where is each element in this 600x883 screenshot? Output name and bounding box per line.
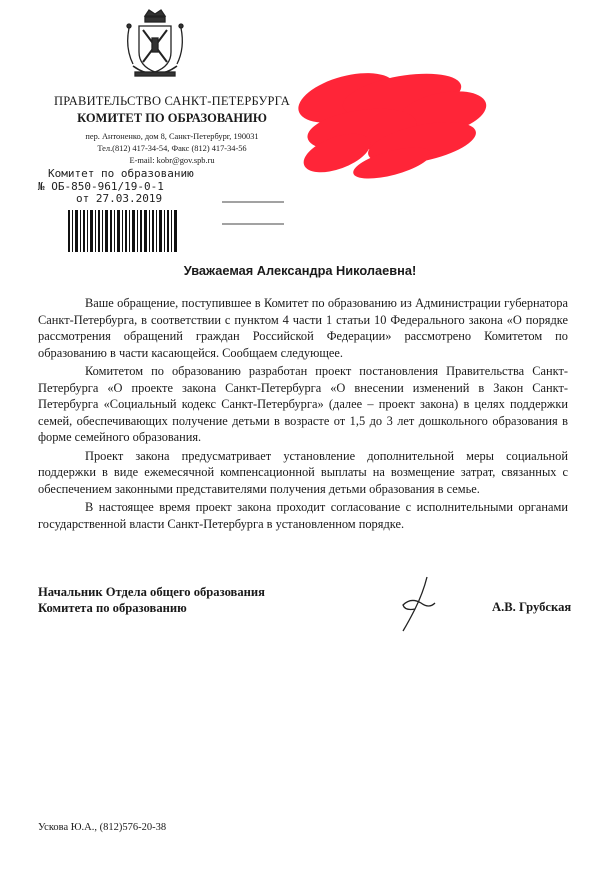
letter-body [38,295,568,534]
signatory-name: А.В. Грубская [492,600,572,614]
position-line-1: Начальник Отдела общего образования [38,585,265,599]
stamp-org: Комитет по образованию [48,167,194,180]
paragraph: В настоящее время проект закона проходит согласование с исполнительными органами государственной власти Санкт-Петербурга в установленном порядке. [38,500,568,531]
executor-contact: Ускова Ю.А., (812)576-20-38 [38,822,167,833]
email-line: E-mail: kobr@gov.spb.ru [129,156,215,165]
paragraph: Проект закона предусматривает установление дополнительной меры социальной поддержки в виде ежемесячной компенсационной выплаты на возмещение затрат, связанных с обеспечением законными представителями получения детьми образования в семье. [38,448,568,496]
coat-of-arms-icon [123,8,187,86]
stamp-date: от 27.03.2019 [76,192,163,205]
greeting: Уважаемая Александра Николаевна! [183,263,417,278]
registration-stamp [38,168,194,206]
barcode [68,210,178,252]
signatory-position [38,585,265,616]
contact-block [48,131,296,167]
recipient-lines [222,200,292,230]
committee-name: КОМИТЕТ ПО ОБРАЗОВАНИЮ [77,111,267,125]
paragraph: Ваше обращение, поступившее в Комитет по образованию из Администрации губернатора Санкт-Петербурга, в соответствии с пунктом 4 части 1 статьи 10 Федерального закона «О порядке рассмотрения обращений граждан Российской Федерации» рассмотрено Комитетом по образованию в части касающейся. Сообщаем следующее. [38,296,568,360]
redaction-scribble [292,68,492,180]
position-line-2: Комитета по образованию [38,600,187,615]
phones-line: Тел.(812) 417-34-54, Факс (812) 417-34-56 [97,144,247,153]
stamp-number: № ОБ-850-961/19-0-1 [38,179,164,193]
handwritten-signature [395,575,440,635]
government-name: ПРАВИТЕЛЬСТВО САНКТ-ПЕТЕРБУРГА [54,94,290,108]
paragraph: Комитетом по образованию разработан проект постановления Правительства Санкт-Петербурга «О проекте закона Санкт-Петербурга «О внесении изменений в Закон Санкт-Петербурга «Социальный кодекс Санкт-Петербурга» (далее – проект закона) в целях поддержки семей, обеспечивающих получение детьми в возрасте от 1,5 до 3 лет дошкольного образования в форме семейного образования. [38,364,568,444]
address-line: пер. Антоненко, дом 8, Санкт-Петербург, 190031 [85,132,259,141]
